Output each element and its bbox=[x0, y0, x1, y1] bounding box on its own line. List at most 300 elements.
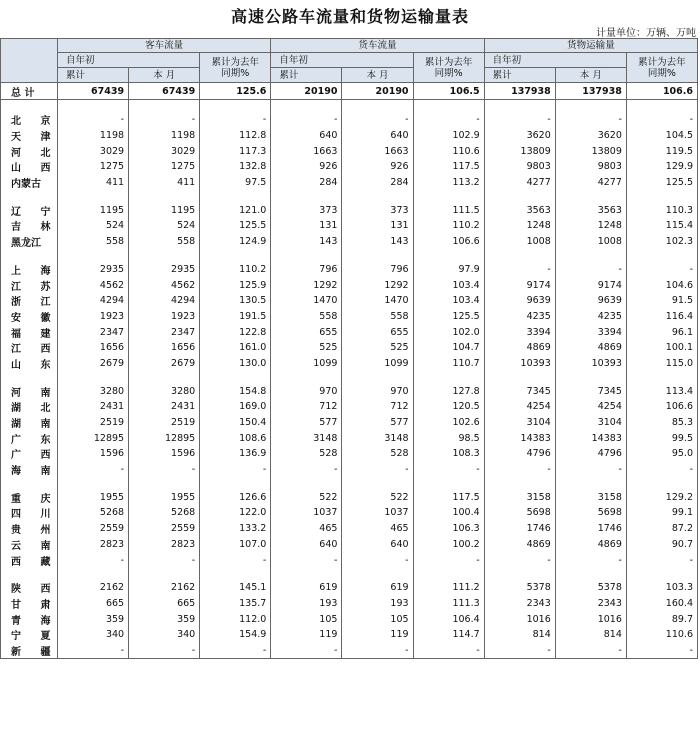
table-cell: 126.6 bbox=[200, 489, 271, 505]
table-cell: 110.2 bbox=[200, 262, 271, 278]
group-header-truck: 货车流量 bbox=[271, 39, 484, 53]
spacer-cell bbox=[342, 100, 413, 113]
table-cell: - bbox=[200, 112, 271, 128]
table-header bbox=[1, 39, 698, 83]
table-cell: 5378 bbox=[555, 580, 626, 596]
spacer-cell bbox=[129, 371, 200, 383]
table-cell: 411 bbox=[58, 175, 129, 191]
table-cell: 359 bbox=[129, 611, 200, 627]
table-cell: 122.8 bbox=[200, 324, 271, 340]
table-cell: - bbox=[200, 643, 271, 659]
spacer-cell bbox=[1, 568, 58, 580]
region-name: 河 南 bbox=[1, 383, 58, 399]
table-cell: 119 bbox=[342, 627, 413, 643]
table-cell: 1955 bbox=[129, 489, 200, 505]
spacer-cell bbox=[626, 190, 697, 202]
table-cell: 135.7 bbox=[200, 596, 271, 612]
yoy-header-line1: 累计为去年 bbox=[424, 56, 473, 68]
spacer-cell bbox=[200, 190, 271, 202]
table-cell: 111.5 bbox=[413, 202, 484, 218]
ytd-header: 自年初 bbox=[58, 53, 200, 68]
table-cell: 1275 bbox=[58, 159, 129, 175]
table-cell: 640 bbox=[342, 537, 413, 553]
table-row bbox=[1, 218, 698, 234]
table-cell: 411 bbox=[129, 175, 200, 191]
table-cell: 284 bbox=[271, 175, 342, 191]
table-cell: - bbox=[555, 262, 626, 278]
table-row bbox=[1, 446, 698, 462]
table-cell: - bbox=[484, 112, 555, 128]
table-cell: 102.6 bbox=[413, 415, 484, 431]
table-cell: 5378 bbox=[484, 580, 555, 596]
table-cell: 102.0 bbox=[413, 324, 484, 340]
table-cell: 90.7 bbox=[626, 537, 697, 553]
table-cell: 119.5 bbox=[626, 143, 697, 159]
group-spacer bbox=[1, 190, 698, 202]
table-cell: 3029 bbox=[58, 143, 129, 159]
table-cell: - bbox=[58, 643, 129, 659]
group-spacer bbox=[1, 250, 698, 262]
table-cell: 193 bbox=[271, 596, 342, 612]
region-name: 贵 州 bbox=[1, 521, 58, 537]
group-spacer bbox=[1, 477, 698, 489]
table-cell: 1008 bbox=[484, 234, 555, 250]
table-cell: 110.6 bbox=[413, 143, 484, 159]
table-cell: - bbox=[129, 462, 200, 478]
region-name: 江 西 bbox=[1, 340, 58, 356]
table-cell: 191.5 bbox=[200, 309, 271, 325]
spacer-cell bbox=[342, 371, 413, 383]
region-name: 海 南 bbox=[1, 462, 58, 478]
table-row bbox=[1, 309, 698, 325]
table-cell: 1746 bbox=[555, 521, 626, 537]
table-cell: 5268 bbox=[58, 505, 129, 521]
region-name: 广 西 bbox=[1, 446, 58, 462]
table-cell: 2343 bbox=[484, 596, 555, 612]
region-name: 北 京 bbox=[1, 112, 58, 128]
table-cell: 340 bbox=[129, 627, 200, 643]
table-cell: 95.0 bbox=[626, 446, 697, 462]
table-cell: 3280 bbox=[58, 383, 129, 399]
table-cell: 1470 bbox=[342, 293, 413, 309]
table-cell: 100.2 bbox=[413, 537, 484, 553]
table-cell: 2823 bbox=[129, 537, 200, 553]
table-cell: 103.3 bbox=[626, 580, 697, 596]
table-cell: 193 bbox=[342, 596, 413, 612]
spacer-cell bbox=[200, 477, 271, 489]
spacer-cell bbox=[200, 250, 271, 262]
table-cell: 4562 bbox=[58, 277, 129, 293]
region-name: 甘 肃 bbox=[1, 596, 58, 612]
spacer-cell bbox=[1, 371, 58, 383]
table-cell: 655 bbox=[342, 324, 413, 340]
table-cell: 131 bbox=[342, 218, 413, 234]
table-cell: 284 bbox=[342, 175, 413, 191]
total-label: 总 计 bbox=[1, 83, 58, 100]
table-cell: 160.4 bbox=[626, 596, 697, 612]
table-cell: 111.3 bbox=[413, 596, 484, 612]
region-name: 上 海 bbox=[1, 262, 58, 278]
table-cell: 117.5 bbox=[413, 159, 484, 175]
table-cell: 125.5 bbox=[413, 309, 484, 325]
table-cell: 1008 bbox=[555, 234, 626, 250]
region-name: 辽 宁 bbox=[1, 202, 58, 218]
table-cell: 1292 bbox=[342, 277, 413, 293]
table-cell: 137938 bbox=[555, 83, 626, 100]
table-cell: 115.4 bbox=[626, 218, 697, 234]
table-cell: 3158 bbox=[484, 489, 555, 505]
table-cell: 3104 bbox=[555, 415, 626, 431]
table-cell: - bbox=[342, 643, 413, 659]
table-cell: 619 bbox=[342, 580, 413, 596]
spacer-cell bbox=[58, 371, 129, 383]
spacer-cell bbox=[58, 250, 129, 262]
region-name: 陕 西 bbox=[1, 580, 58, 596]
spacer-cell bbox=[484, 100, 555, 113]
table-cell: 665 bbox=[129, 596, 200, 612]
region-name: 青 海 bbox=[1, 611, 58, 627]
table-cell: 106.3 bbox=[413, 521, 484, 537]
table-cell: 7345 bbox=[484, 383, 555, 399]
ytd-header: 自年初 bbox=[484, 53, 626, 68]
table-row bbox=[1, 277, 698, 293]
table-cell: 926 bbox=[271, 159, 342, 175]
spacer-cell bbox=[626, 371, 697, 383]
table-row bbox=[1, 580, 698, 596]
table-row bbox=[1, 415, 698, 431]
spacer-cell bbox=[271, 371, 342, 383]
table-cell: 91.5 bbox=[626, 293, 697, 309]
month-header: 本 月 bbox=[129, 68, 200, 83]
table-row bbox=[1, 143, 698, 159]
table-cell: 1596 bbox=[129, 446, 200, 462]
page-title: 高速公路车流量和货物运输量表 bbox=[230, 7, 469, 26]
table-cell: 115.0 bbox=[626, 356, 697, 372]
table-cell: 2431 bbox=[58, 399, 129, 415]
table-cell: 4254 bbox=[555, 399, 626, 415]
table-cell: 2559 bbox=[129, 521, 200, 537]
table-row bbox=[1, 596, 698, 612]
table-cell: 121.0 bbox=[200, 202, 271, 218]
table-cell: 105 bbox=[342, 611, 413, 627]
table-cell: 4796 bbox=[484, 446, 555, 462]
table-cell: 107.0 bbox=[200, 537, 271, 553]
table-cell: 4869 bbox=[555, 340, 626, 356]
table-row bbox=[1, 505, 698, 521]
table-cell: 1248 bbox=[484, 218, 555, 234]
table-cell: 2935 bbox=[129, 262, 200, 278]
table-cell: 640 bbox=[342, 128, 413, 144]
table-cell: 9803 bbox=[555, 159, 626, 175]
table-cell: 2347 bbox=[129, 324, 200, 340]
table-cell: 150.4 bbox=[200, 415, 271, 431]
table-cell: 12895 bbox=[58, 430, 129, 446]
region-name: 天 津 bbox=[1, 128, 58, 144]
table-cell: 3620 bbox=[555, 128, 626, 144]
spacer-cell bbox=[555, 190, 626, 202]
yoy-header-line1: 累计为去年 bbox=[211, 56, 260, 68]
table-cell: 4562 bbox=[129, 277, 200, 293]
table-cell: 1663 bbox=[342, 143, 413, 159]
spacer-cell bbox=[413, 477, 484, 489]
table-cell: 110.6 bbox=[626, 627, 697, 643]
table-cell: 106.6 bbox=[413, 234, 484, 250]
table-cell: - bbox=[342, 552, 413, 568]
spacer-cell bbox=[129, 250, 200, 262]
spacer-cell bbox=[484, 477, 555, 489]
region-name: 安 徽 bbox=[1, 309, 58, 325]
table-cell: 3104 bbox=[484, 415, 555, 431]
spacer-cell bbox=[1, 250, 58, 262]
table-cell: 2162 bbox=[58, 580, 129, 596]
table-cell: 1198 bbox=[129, 128, 200, 144]
table-cell: 1099 bbox=[342, 356, 413, 372]
table-cell: 161.0 bbox=[200, 340, 271, 356]
table-row bbox=[1, 356, 698, 372]
table-cell: 117.3 bbox=[200, 143, 271, 159]
table-cell: - bbox=[413, 112, 484, 128]
table-cell: 154.8 bbox=[200, 383, 271, 399]
table-cell: 103.4 bbox=[413, 277, 484, 293]
table-cell: 9803 bbox=[484, 159, 555, 175]
table-cell: 814 bbox=[484, 627, 555, 643]
table-row bbox=[1, 262, 698, 278]
table-cell: 1955 bbox=[58, 489, 129, 505]
table-cell: 359 bbox=[58, 611, 129, 627]
table-cell: 9174 bbox=[484, 277, 555, 293]
table-cell: - bbox=[626, 552, 697, 568]
table-cell: 1195 bbox=[58, 202, 129, 218]
table-cell: 525 bbox=[342, 340, 413, 356]
table-cell: 373 bbox=[342, 202, 413, 218]
table-cell: - bbox=[271, 462, 342, 478]
table-cell: - bbox=[200, 552, 271, 568]
yoy-header-line1: 累计为去年 bbox=[638, 56, 686, 68]
spacer-cell bbox=[129, 477, 200, 489]
spacer-cell bbox=[626, 568, 697, 580]
table-cell: 136.9 bbox=[200, 446, 271, 462]
group-header-freight: 货物运输量 bbox=[484, 39, 697, 53]
table-row bbox=[1, 340, 698, 356]
table-cell: 117.5 bbox=[413, 489, 484, 505]
spacer-cell bbox=[413, 371, 484, 383]
table-cell: 154.9 bbox=[200, 627, 271, 643]
spacer-cell bbox=[484, 250, 555, 262]
spacer-cell bbox=[555, 250, 626, 262]
spacer-cell bbox=[555, 568, 626, 580]
table-cell: 1596 bbox=[58, 446, 129, 462]
table-cell: 100.1 bbox=[626, 340, 697, 356]
table-row bbox=[1, 128, 698, 144]
table-cell: 102.3 bbox=[626, 234, 697, 250]
table-cell: - bbox=[271, 112, 342, 128]
table-cell: - bbox=[484, 262, 555, 278]
group-spacer bbox=[1, 100, 698, 113]
table-cell: 3563 bbox=[555, 202, 626, 218]
table-cell: 4869 bbox=[555, 537, 626, 553]
region-name: 河 北 bbox=[1, 143, 58, 159]
table-cell: 87.2 bbox=[626, 521, 697, 537]
table-cell: 524 bbox=[58, 218, 129, 234]
spacer-cell bbox=[555, 477, 626, 489]
spacer-cell bbox=[129, 100, 200, 113]
table-cell: 4235 bbox=[555, 309, 626, 325]
table-cell: 13809 bbox=[555, 143, 626, 159]
table-row bbox=[1, 643, 698, 659]
table-cell: 67439 bbox=[129, 83, 200, 100]
table-cell: 1923 bbox=[129, 309, 200, 325]
table-cell: 3029 bbox=[129, 143, 200, 159]
table-cell: 665 bbox=[58, 596, 129, 612]
table-row bbox=[1, 383, 698, 399]
table-row bbox=[1, 293, 698, 309]
spacer-cell bbox=[484, 371, 555, 383]
table-cell: - bbox=[555, 552, 626, 568]
spacer-cell bbox=[413, 568, 484, 580]
table-cell: 1663 bbox=[271, 143, 342, 159]
table-cell: - bbox=[484, 552, 555, 568]
table-cell: 5698 bbox=[555, 505, 626, 521]
spacer-cell bbox=[342, 568, 413, 580]
region-name: 广 东 bbox=[1, 430, 58, 446]
table-cell: 129.9 bbox=[626, 159, 697, 175]
table-cell: 558 bbox=[342, 309, 413, 325]
table-cell: 120.5 bbox=[413, 399, 484, 415]
spacer-cell bbox=[342, 190, 413, 202]
table-cell: 2559 bbox=[58, 521, 129, 537]
table-cell: 110.2 bbox=[413, 218, 484, 234]
spacer-cell bbox=[1, 477, 58, 489]
spacer-cell bbox=[200, 100, 271, 113]
table-cell: 2679 bbox=[129, 356, 200, 372]
table-cell: 522 bbox=[271, 489, 342, 505]
table-cell: 113.2 bbox=[413, 175, 484, 191]
table-cell: 125.9 bbox=[200, 277, 271, 293]
table-cell: 522 bbox=[342, 489, 413, 505]
cumulative-header: 累计 bbox=[484, 68, 555, 83]
table-cell: 124.9 bbox=[200, 234, 271, 250]
table-row bbox=[1, 234, 698, 250]
table-row bbox=[1, 175, 698, 191]
table-cell: 108.6 bbox=[200, 430, 271, 446]
spacer-cell bbox=[626, 100, 697, 113]
table-cell: - bbox=[413, 643, 484, 659]
table-cell: 9639 bbox=[484, 293, 555, 309]
region-name: 重 庆 bbox=[1, 489, 58, 505]
table-cell: 2935 bbox=[58, 262, 129, 278]
spacer-cell bbox=[626, 477, 697, 489]
spacer-cell bbox=[271, 477, 342, 489]
region-name: 湖 北 bbox=[1, 399, 58, 415]
table-cell: 1292 bbox=[271, 277, 342, 293]
table-cell: 125.5 bbox=[626, 175, 697, 191]
table-cell: 2431 bbox=[129, 399, 200, 415]
spacer-cell bbox=[129, 568, 200, 580]
spacer-cell bbox=[58, 190, 129, 202]
table-cell: 14383 bbox=[555, 430, 626, 446]
spacer-cell bbox=[413, 100, 484, 113]
table-cell: 3394 bbox=[555, 324, 626, 340]
table-cell: 3158 bbox=[555, 489, 626, 505]
table-cell: 116.4 bbox=[626, 309, 697, 325]
table-cell: 10393 bbox=[484, 356, 555, 372]
table-cell: 127.8 bbox=[413, 383, 484, 399]
table-cell: 558 bbox=[58, 234, 129, 250]
region-name: 江 苏 bbox=[1, 277, 58, 293]
table-cell: 814 bbox=[555, 627, 626, 643]
cumulative-header: 累计 bbox=[271, 68, 342, 83]
table-cell: 20190 bbox=[342, 83, 413, 100]
spacer-cell bbox=[484, 568, 555, 580]
table-cell: 4869 bbox=[484, 340, 555, 356]
table-row bbox=[1, 324, 698, 340]
table-row bbox=[1, 521, 698, 537]
table-cell: 2823 bbox=[58, 537, 129, 553]
table-cell: 528 bbox=[271, 446, 342, 462]
region-column-header bbox=[1, 39, 58, 83]
yoy-header-line2: 同期% bbox=[221, 67, 250, 79]
table-cell: 619 bbox=[271, 580, 342, 596]
table-cell: 112.0 bbox=[200, 611, 271, 627]
table-cell: 558 bbox=[129, 234, 200, 250]
region-name: 湖 南 bbox=[1, 415, 58, 431]
table-cell: 122.0 bbox=[200, 505, 271, 521]
table-cell: 558 bbox=[271, 309, 342, 325]
table-cell: 640 bbox=[271, 128, 342, 144]
table-cell: 1037 bbox=[342, 505, 413, 521]
table-cell: 2679 bbox=[58, 356, 129, 372]
table-cell: - bbox=[129, 643, 200, 659]
table-cell: 5268 bbox=[129, 505, 200, 521]
table-cell: 12895 bbox=[129, 430, 200, 446]
table-row bbox=[1, 112, 698, 128]
table-cell: 796 bbox=[271, 262, 342, 278]
table-cell: 10393 bbox=[555, 356, 626, 372]
region-name: 福 建 bbox=[1, 324, 58, 340]
table-row bbox=[1, 462, 698, 478]
table-cell: - bbox=[555, 462, 626, 478]
table-cell: 106.6 bbox=[626, 83, 697, 100]
table-cell: 3148 bbox=[271, 430, 342, 446]
table-cell: 528 bbox=[342, 446, 413, 462]
table-cell: 133.2 bbox=[200, 521, 271, 537]
spacer-cell bbox=[1, 190, 58, 202]
table-cell: 3280 bbox=[129, 383, 200, 399]
table-cell: 1016 bbox=[484, 611, 555, 627]
spacer-cell bbox=[58, 477, 129, 489]
table-cell: 2347 bbox=[58, 324, 129, 340]
table-cell: - bbox=[413, 552, 484, 568]
table-cell: 129.2 bbox=[626, 489, 697, 505]
table-cell: 110.7 bbox=[413, 356, 484, 372]
table-cell: 524 bbox=[129, 218, 200, 234]
table-cell: - bbox=[129, 552, 200, 568]
table-cell: 106.5 bbox=[413, 83, 484, 100]
region-name: 浙 江 bbox=[1, 293, 58, 309]
traffic-table bbox=[0, 38, 698, 659]
spacer-cell bbox=[484, 190, 555, 202]
table-cell: 2519 bbox=[58, 415, 129, 431]
region-name: 山 东 bbox=[1, 356, 58, 372]
table-cell: 99.5 bbox=[626, 430, 697, 446]
table-cell: 4277 bbox=[484, 175, 555, 191]
table-cell: 340 bbox=[58, 627, 129, 643]
table-cell: 1470 bbox=[271, 293, 342, 309]
table-row bbox=[1, 159, 698, 175]
table-cell: 7345 bbox=[555, 383, 626, 399]
table-row bbox=[1, 537, 698, 553]
table-cell: - bbox=[129, 112, 200, 128]
